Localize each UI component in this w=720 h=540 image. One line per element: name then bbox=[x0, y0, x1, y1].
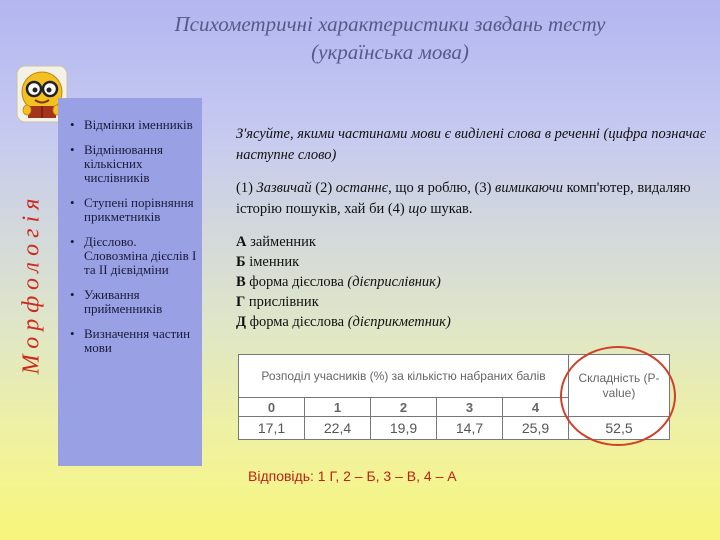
option-letter: В bbox=[236, 274, 246, 290]
difficulty-header: Складність (P-value) bbox=[569, 355, 670, 417]
section-label bbox=[14, 158, 50, 408]
sentence-word-2: останнє bbox=[335, 180, 389, 196]
option-d bbox=[236, 312, 706, 332]
percentage-cell: 17,1 bbox=[239, 417, 305, 440]
sentence-word-1: Зазвичай bbox=[256, 180, 312, 196]
task-instruction: З'ясуйте, якими частинами мови є виділені слова в реченні (цифра позначає наступне слово) bbox=[236, 126, 707, 163]
score-category: 2 bbox=[371, 398, 437, 417]
sentence-text: шукав. bbox=[426, 201, 473, 217]
score-category: 3 bbox=[437, 398, 503, 417]
sentence-word-4: що bbox=[408, 201, 427, 217]
option-v bbox=[236, 272, 706, 292]
topics-list bbox=[70, 118, 200, 366]
answer-key: Відповідь: 1 Г, 2 – Б, 3 – В, 4 – А bbox=[248, 468, 457, 484]
option-note: (дієприслівник) bbox=[347, 274, 441, 290]
p-value-cell: 52,5 bbox=[569, 417, 670, 440]
slide-title-line2: (українська мова) bbox=[311, 40, 469, 64]
sentence-text: , що я роблю, (3) bbox=[388, 180, 496, 196]
section-label-text: Морфологія bbox=[18, 192, 45, 374]
score-category: 1 bbox=[305, 398, 371, 417]
percentage-cell: 25,9 bbox=[503, 417, 569, 440]
option-b bbox=[236, 252, 706, 272]
percentage-cell: 19,9 bbox=[371, 417, 437, 440]
option-g bbox=[236, 292, 706, 312]
option-a bbox=[236, 232, 706, 252]
slide-title bbox=[30, 10, 720, 66]
option-text: форма дієслова bbox=[245, 314, 348, 330]
score-category: 4 bbox=[503, 398, 569, 417]
difficulty-highlight-circle bbox=[560, 346, 676, 446]
topic-item: • Відмінювання кількісних числівників bbox=[70, 143, 200, 185]
topic-item: • Визначення частин мови bbox=[70, 327, 200, 355]
task-block bbox=[236, 124, 706, 332]
percentage-cell: 22,4 bbox=[305, 417, 371, 440]
option-note: (дієприкметник) bbox=[347, 314, 451, 330]
sentence-text: комп'ютер, видаляю історію пошуків, хай би (4) bbox=[236, 180, 691, 217]
distribution-header: Розподіл учасників (%) за кількістю набраних балів bbox=[239, 355, 569, 398]
option-letter: Г bbox=[236, 294, 246, 310]
option-text: іменник bbox=[245, 254, 300, 270]
sentence-marker: (1) bbox=[236, 180, 257, 196]
task-sentence bbox=[236, 178, 706, 220]
answer-options bbox=[236, 232, 706, 332]
option-text: займенник bbox=[246, 234, 316, 250]
sentence-marker: (2) bbox=[311, 180, 336, 196]
option-letter: Д bbox=[236, 314, 246, 330]
slide-title-line1: Психометричні характеристики завдань тесту bbox=[174, 12, 606, 36]
option-letter: Б bbox=[236, 254, 246, 270]
option-letter: А bbox=[236, 234, 247, 250]
topic-item: • Ступені порівняння прикметників bbox=[70, 196, 200, 224]
percentage-cell: 14,7 bbox=[437, 417, 503, 440]
sentence-word-3: вимикаючи bbox=[495, 180, 563, 196]
topic-item: • Відмінки іменників bbox=[70, 118, 200, 132]
topic-item: • Дієслово. Словозміна дієслів І та ІІ дієвідміни bbox=[70, 235, 200, 277]
score-category: 0 bbox=[239, 398, 305, 417]
option-text: прислівник bbox=[245, 294, 319, 310]
topic-item: • Уживання прийменників bbox=[70, 288, 200, 316]
option-text: форма дієслова bbox=[245, 274, 348, 290]
